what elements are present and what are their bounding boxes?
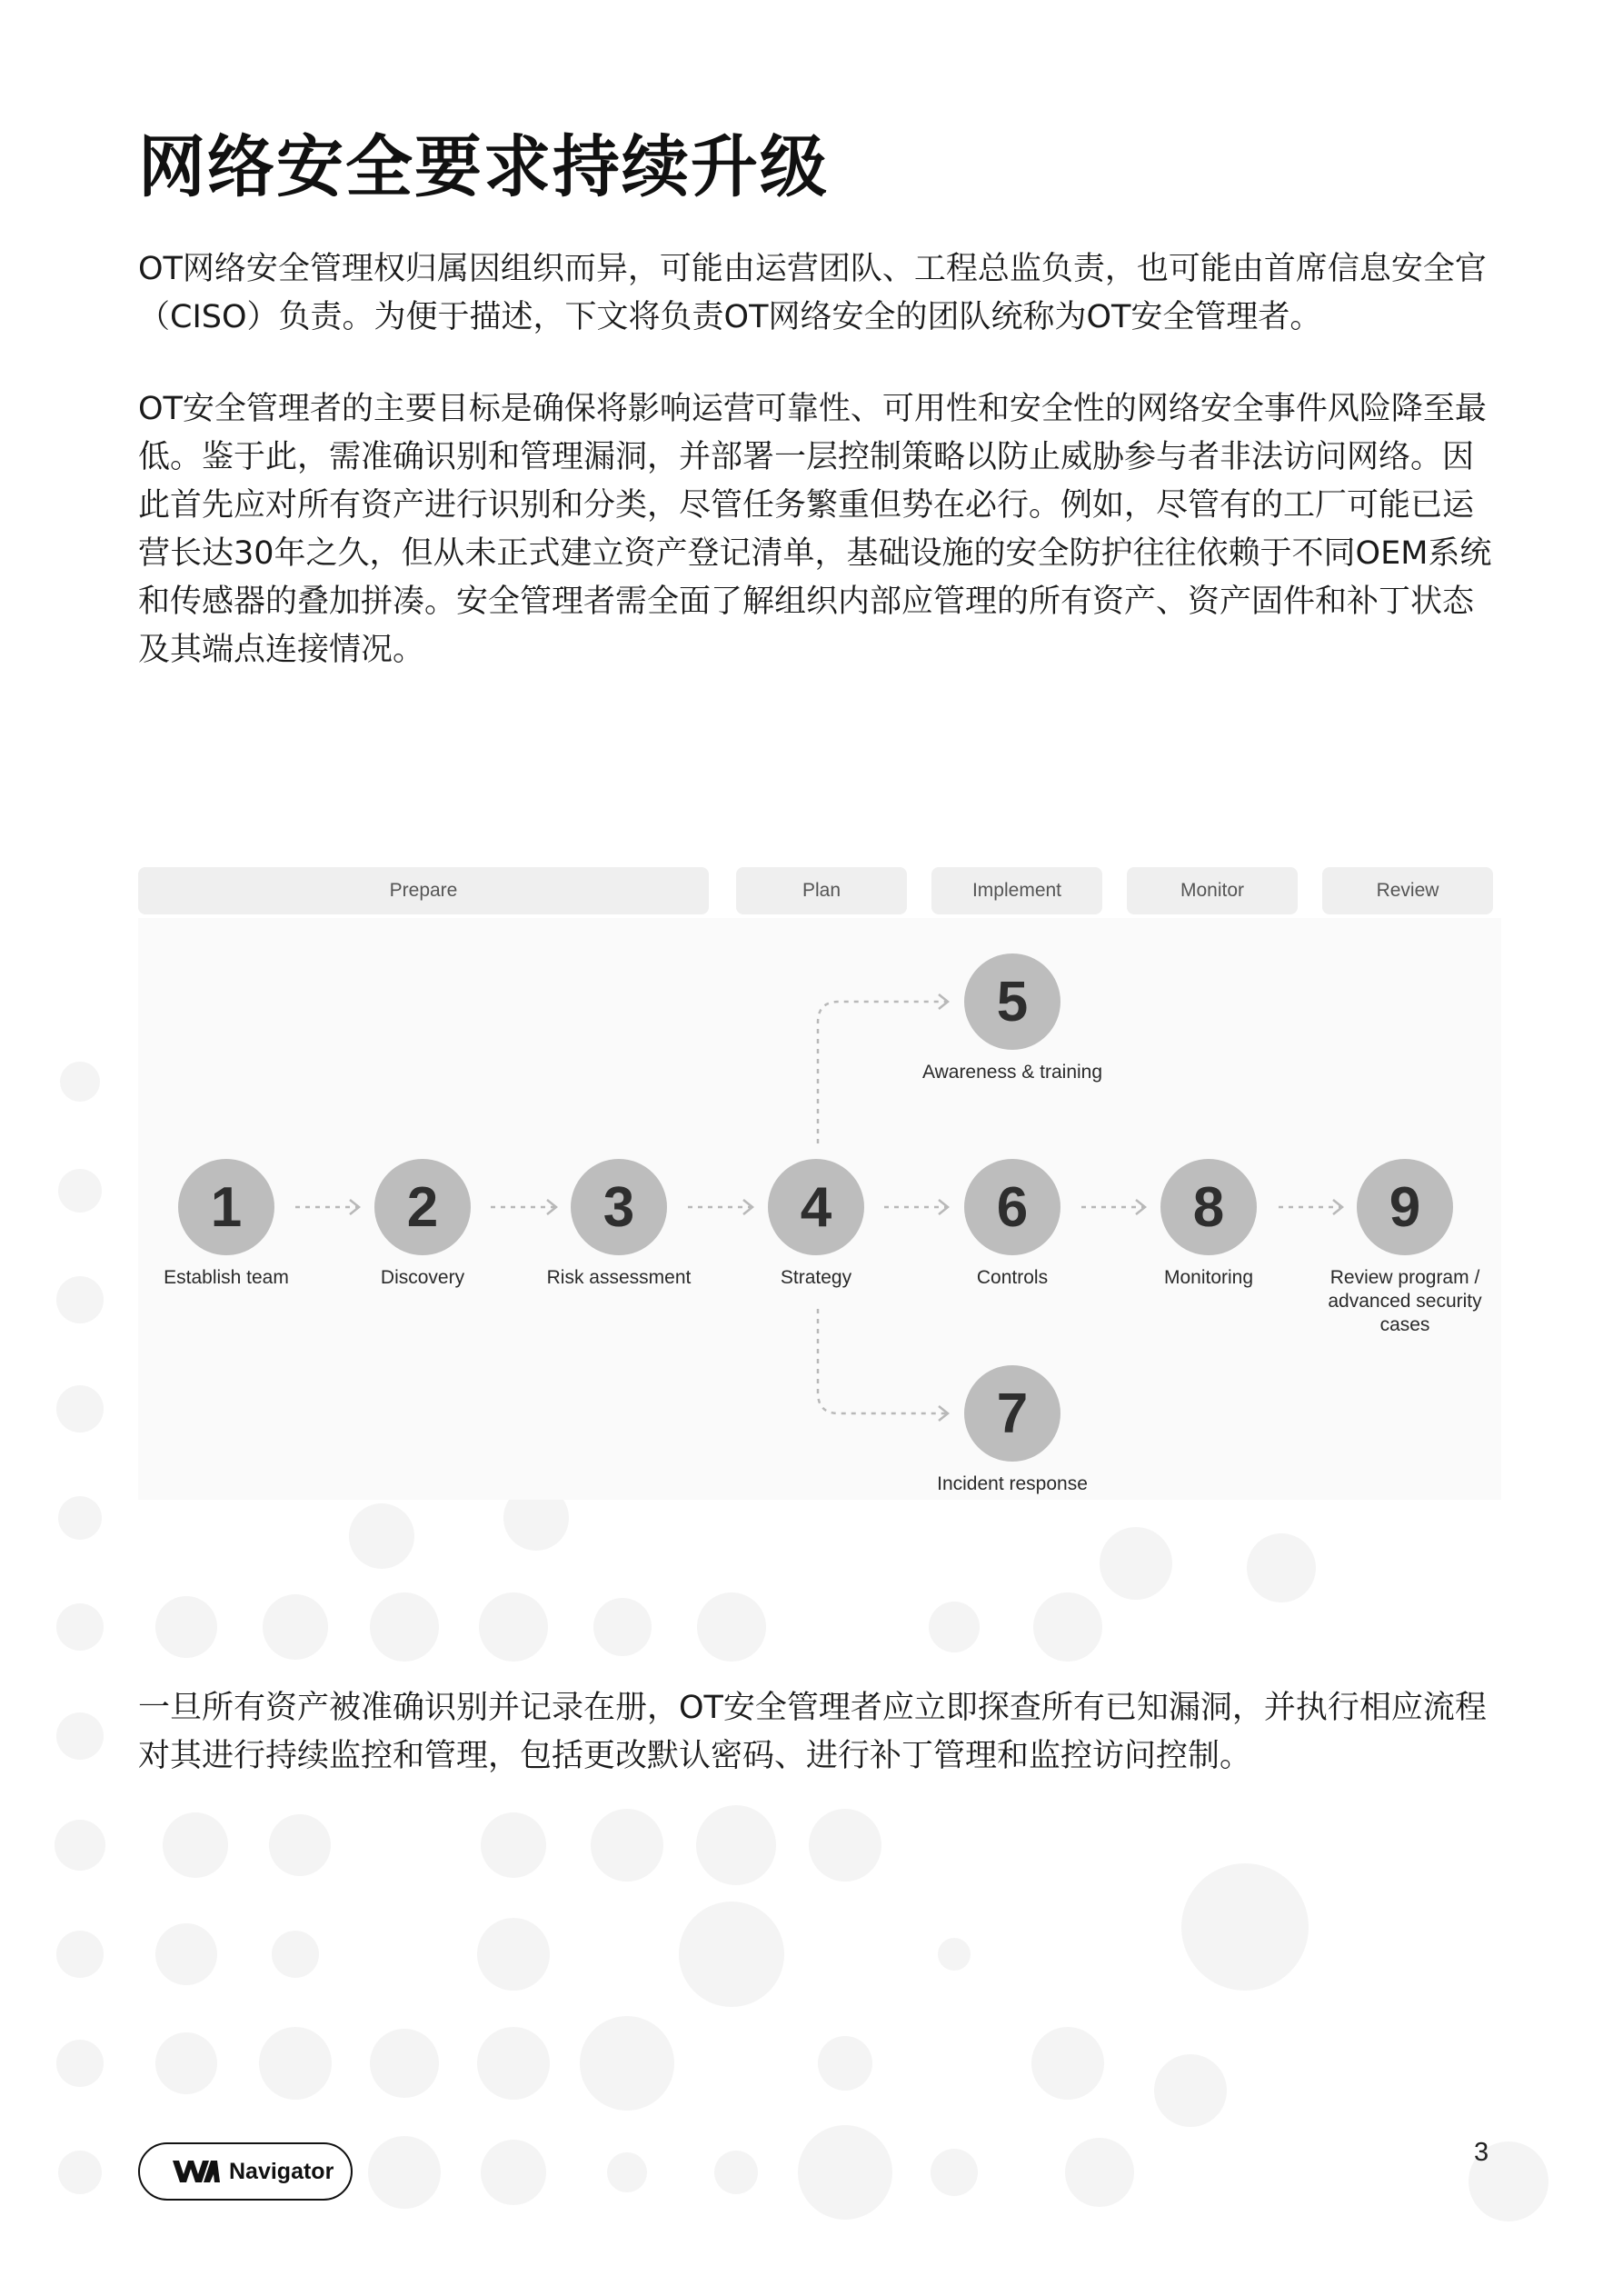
closing-paragraph: 一旦所有资产被准确识别并记录在册，OT安全管理者应立即探查所有已知漏洞，并执行相应流程对其进行持续监控和管理，包括更改默认密码、进行补丁管理和监控访问控制。 [138, 1690, 1487, 1774]
phase-plan: Plan [736, 867, 907, 914]
step-7-label: Incident response [937, 1473, 1088, 1494]
step-5-circle: 5 [964, 953, 1060, 1050]
phase-prepare: Prepare [138, 867, 709, 914]
step-9-circle: 9 [1357, 1159, 1453, 1255]
step-3-label: Risk assessment [546, 1267, 692, 1288]
step-4-label: Strategy [780, 1267, 852, 1288]
step-1-label: Establish team [164, 1267, 289, 1288]
step-1-circle: 1 [178, 1159, 274, 1255]
step-2-circle: 2 [374, 1159, 471, 1255]
step-2-label: Discovery [380, 1267, 465, 1288]
step-6-label: Controls [976, 1267, 1049, 1288]
phase-monitor: Monitor [1127, 867, 1298, 914]
step-4-circle: 4 [768, 1159, 864, 1255]
step-9-label: Review program / advanced security cases [1328, 1267, 1482, 1335]
goals-paragraph: OT安全管理者的主要目标是确保将影响运营可靠性、可用性和安全性的网络安全事件风险降至最低。鉴于此，需准确识别和管理漏洞，并部署一层控制策略以防止威胁参与者非法访问网络。因此首先应对所有资产进行识别和分类，尽管任务繁重但势在必行。例如，尽管有的工厂可能已运营长达30年之久，但从未正式建立资产登记清单，基础设施的安全防护往往依赖于不同OEM系统和传感器的叠加拼凑。安全管理者需全面了解组织内部应管理的所有资产、资产固件和补丁状态及其端点连接情况。 [138, 391, 1492, 668]
step-8-label: Monitoring [1163, 1267, 1254, 1288]
page-title: 网络安全要求持续升级 [138, 128, 829, 206]
logo-text: Navigator [229, 2158, 334, 2184]
navigator-logo-icon [171, 2158, 222, 2185]
step-8-circle: 8 [1160, 1159, 1257, 1255]
phase-implement: Implement [931, 867, 1102, 914]
step-3-circle: 3 [571, 1159, 667, 1255]
navigator-logo [138, 2142, 353, 2201]
page-number: 3 [1474, 2138, 1489, 2167]
intro-paragraph: OT网络安全管理权归属因组织而异，可能由运营团队、工程总监负责，也可能由首席信息安全官（CISO）负责。为便于描述，下文将负责OT网络安全的团队统称为OT安全管理者。 [138, 251, 1487, 335]
step-7-circle: 7 [964, 1365, 1060, 1462]
phase-review: Review [1322, 867, 1493, 914]
step-6-circle: 6 [964, 1159, 1060, 1255]
step-5-label: Awareness & training [921, 1062, 1103, 1083]
